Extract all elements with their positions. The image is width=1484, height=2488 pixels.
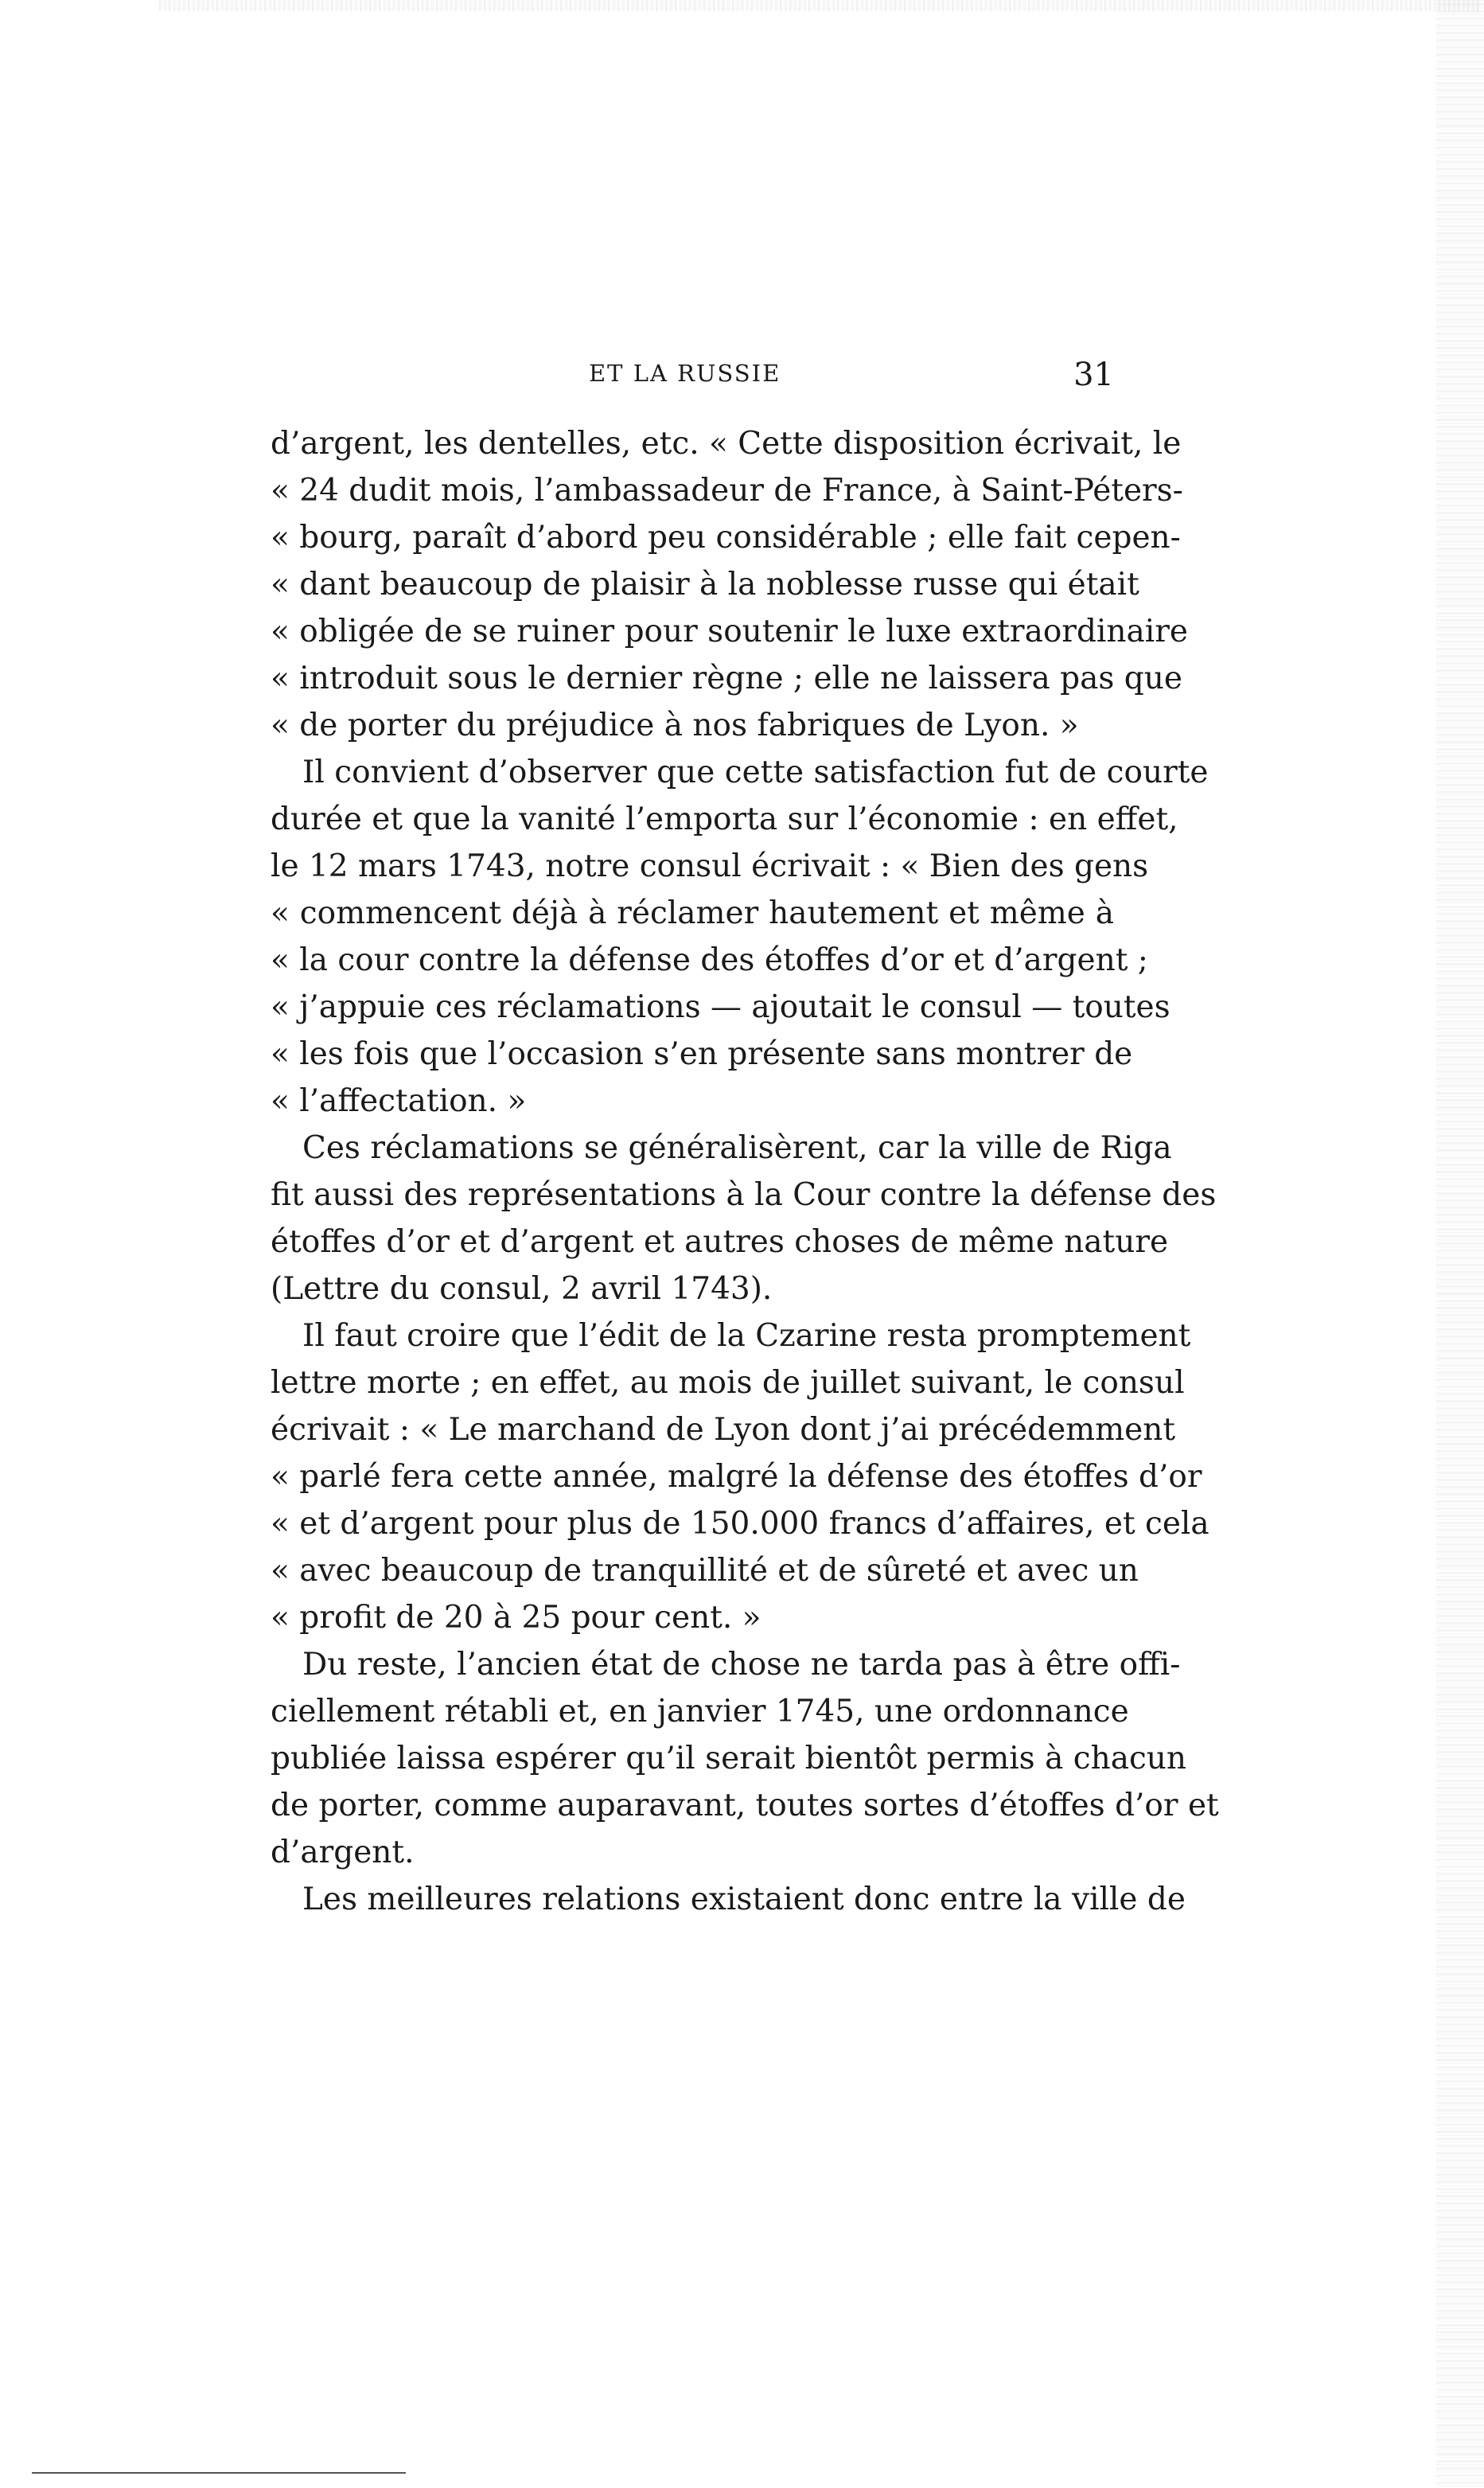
text-line: « profit de 20 à 25 pour cent. » bbox=[271, 1600, 761, 1636]
text-line: « l’affectation. » bbox=[271, 1083, 527, 1119]
text-line: « j’appuie ces réclamations — ajoutait le consul — toutes bbox=[271, 989, 1170, 1025]
text-line: Il faut croire que l’édit de la Czarine resta promptement bbox=[302, 1318, 1191, 1354]
text-line: « avec beaucoup de tranquillité et de sûreté et avec un bbox=[271, 1553, 1139, 1589]
text-line: lettre morte ; en effet, au mois de juillet suivant, le consul bbox=[271, 1365, 1185, 1401]
text-line: « commencent déjà à réclamer hautement et même à bbox=[271, 895, 1114, 931]
page-header bbox=[271, 357, 1114, 400]
running-head: ET LA RUSSIE bbox=[589, 360, 781, 387]
text-line: « de porter du préjudice à nos fabriques de Lyon. » bbox=[271, 708, 1079, 743]
body-text bbox=[271, 420, 1219, 1923]
text-line: étoffes d’or et d’argent et autres choses de même nature bbox=[271, 1224, 1169, 1260]
text-line: « 24 dudit mois, l’ambassadeur de France, à Saint-Péters- bbox=[271, 473, 1183, 509]
scan-artifact-top bbox=[159, 0, 1480, 11]
text-line: de porter, comme auparavant, toutes sortes d’étoffes d’or et bbox=[271, 1788, 1219, 1823]
scan-artifact-right-edge bbox=[1436, 0, 1484, 2488]
text-line: ciellement rétabli et, en janvier 1745, une ordonnance bbox=[271, 1694, 1129, 1730]
text-line: Il convient d’observer que cette satisfaction fut de courte bbox=[302, 755, 1209, 790]
text-line: publiée laissa espérer qu’il serait bientôt permis à chacun bbox=[271, 1741, 1187, 1776]
text-line: (Lettre du consul, 2 avril 1743). bbox=[271, 1271, 773, 1307]
text-line: « obligée de se ruiner pour soutenir le luxe extraordinaire bbox=[271, 614, 1188, 649]
text-line: « dant beaucoup de plaisir à la noblesse russe qui était bbox=[271, 567, 1139, 603]
text-line: Du reste, l’ancien état de chose ne tarda pas à être offi- bbox=[302, 1647, 1181, 1683]
text-line: Les meilleures relations existaient donc entre la ville de bbox=[302, 1882, 1186, 1917]
text-line: d’argent. bbox=[271, 1835, 415, 1870]
text-line: d’argent, les dentelles, etc. « Cette disposition écrivait, le bbox=[271, 426, 1182, 462]
text-line: « la cour contre la défense des étoffes d’or et d’argent ; bbox=[271, 942, 1148, 978]
text-line: Ces réclamations se généralisèrent, car la ville de Riga bbox=[302, 1130, 1172, 1166]
text-line: écrivait : « Le marchand de Lyon dont j’ai précédemment bbox=[271, 1412, 1176, 1448]
text-line: fit aussi des représentations à la Cour contre la défense des bbox=[271, 1177, 1217, 1213]
text-line: « introduit sous le dernier règne ; elle ne laissera pas que bbox=[271, 661, 1182, 696]
text-line: durée et que la vanité l’emporta sur l’économie : en effet, bbox=[271, 801, 1178, 837]
text-line: « et d’argent pour plus de 150.000 francs d’affaires, et cela bbox=[271, 1506, 1209, 1542]
page-number: 31 bbox=[1073, 357, 1114, 393]
text-line: « les fois que l’occasion s’en présente sans montrer de bbox=[271, 1036, 1133, 1072]
text-line: le 12 mars 1743, notre consul écrivait : « Bien des gens bbox=[271, 848, 1149, 884]
bottom-rule bbox=[32, 2472, 406, 2474]
text-line: « parlé fera cette année, malgré la défense des étoffes d’or bbox=[271, 1459, 1202, 1495]
text-line: « bourg, paraît d’abord peu considérable ; elle fait cepen- bbox=[271, 520, 1181, 556]
